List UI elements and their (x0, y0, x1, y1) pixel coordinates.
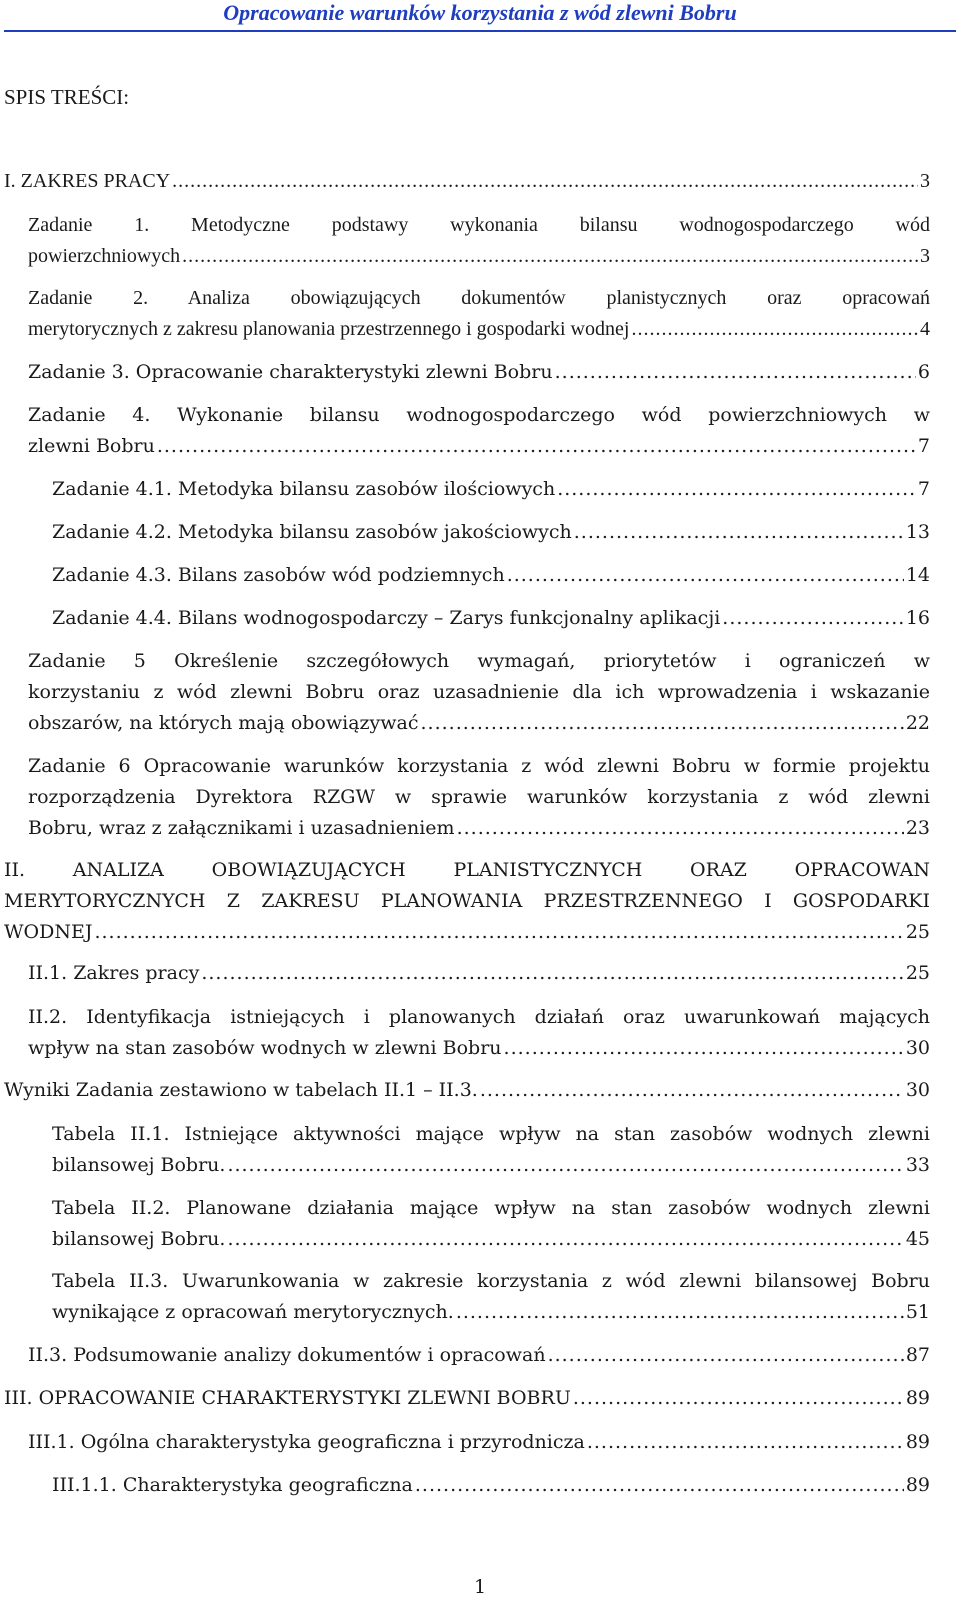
toc-entry-text: bilansowej Bobru. (52, 1154, 226, 1176)
toc-dot-leader (421, 708, 904, 739)
toc-page-number: 30 (905, 1037, 930, 1059)
toc-page-number: 14 (905, 564, 930, 586)
toc-entry-text: korzystaniu z wód zlewni Bobru oraz uzasadnienie dla ich wprowadzenia i wskazanie (28, 681, 930, 703)
toc-dot-leader (94, 917, 903, 948)
toc-entry[interactable] (52, 603, 930, 634)
toc-entry[interactable] (28, 210, 930, 272)
toc-entry-text: WODNEJ (4, 921, 93, 943)
toc-dot-leader (227, 1150, 903, 1181)
toc-entry-text: Zadanie 3. Opracowanie charakterystyki zlewni Bobru (28, 361, 553, 383)
toc-entry-text: II.3. Podsumowanie analizy dokumentów i opracowań (28, 1344, 546, 1366)
toc-page-number: 25 (905, 962, 930, 984)
toc-page-number: 45 (905, 1228, 930, 1250)
toc-dot-leader (480, 1075, 904, 1106)
toc-entry-text: merytorycznych z zakresu planowania przestrzennego i gospodarki wodnej (28, 318, 630, 340)
toc-entry[interactable] (4, 1075, 930, 1106)
toc-dot-leader (201, 958, 903, 989)
toc-entry-text: obszarów, na których mają obowiązywać (28, 712, 419, 734)
header-divider (4, 30, 956, 32)
toc-entry-text: zlewni Bobru (28, 435, 155, 457)
toc-entry-text: III. OPRACOWANIE CHARAKTERYSTYKI ZLEWNI BOBRU (4, 1387, 571, 1409)
toc-dot-leader (456, 1297, 904, 1328)
toc-page-number: 89 (905, 1474, 930, 1496)
toc-entry[interactable] (52, 1470, 930, 1501)
toc-entry[interactable] (28, 1340, 930, 1371)
toc-entry-text: Zadanie 1. Metodyczne podstawy wykonania bilansu wodnogospodarczego wód (28, 214, 930, 236)
toc-entry-text: II.2. Identyfikacja istniejących i planowanych działań oraz uwarunkowań mających (28, 1006, 930, 1028)
toc-page-number: 16 (905, 607, 930, 629)
toc-page-number: 3 (920, 245, 930, 267)
toc-page-number: 87 (905, 1344, 930, 1366)
toc-entry-text: II. ANALIZA OBOWIĄZUJĄCYCH PLANISTYCZNYCH ORAZ OPRACOWAN (4, 859, 930, 881)
toc-entry-text: Zadanie 2. Analiza obowiązujących dokumentów planistycznych oraz opracowań (28, 287, 930, 309)
toc-entry-text: wpływ na stan zasobów wodnych w zlewni Bobru (28, 1037, 502, 1059)
toc-entry[interactable] (28, 357, 930, 388)
toc-page-number: 30 (905, 1079, 930, 1101)
toc-dot-leader (631, 314, 918, 345)
toc-entry[interactable] (52, 1193, 930, 1255)
toc-page-number: 33 (905, 1154, 930, 1176)
toc-page-number: 89 (905, 1431, 930, 1453)
toc-entry-text: Zadanie 4.2. Metodyka bilansu zasobów jakościowych (52, 521, 572, 543)
toc-dot-leader (587, 1427, 904, 1458)
toc-dot-leader (227, 1224, 903, 1255)
toc-page-number: 7 (917, 435, 930, 457)
toc-entry-text: rozporządzenia Dyrektora RZGW w sprawie warunków korzystania z wód zlewni (28, 786, 930, 808)
toc-page-number: 25 (905, 921, 930, 943)
toc-title: SPIS TREŚCI: (4, 85, 130, 109)
toc-entry[interactable] (4, 1383, 930, 1414)
toc-entry[interactable] (28, 646, 930, 739)
toc-dot-leader (415, 1470, 904, 1501)
toc-dot-leader (504, 1033, 904, 1064)
toc-entry-text: Zadanie 4.3. Bilans zasobów wód podziemnych (52, 564, 505, 586)
toc-entry-text: III.1.1. Charakterystyka geograficzna (52, 1474, 413, 1496)
toc-entry-text: MERYTORYCZNYCH Z ZAKRESU PLANOWANIA PRZESTRZENNEGO I GOSPODARKI (4, 890, 930, 912)
toc-entry-text: Zadanie 6 Opracowanie warunków korzystania z wód zlewni Bobru w formie projektu (28, 755, 930, 777)
toc-entry-text: III.1. Ogólna charakterystyka geograficzna i przyrodnicza (28, 1431, 585, 1453)
toc-entry-text: wynikające z opracowań merytorycznych. (52, 1301, 454, 1323)
toc-entry-text: II.1. Zakres pracy (28, 962, 200, 984)
toc-entry-text: Zadanie 5 Określenie szczegółowych wymagań, priorytetów i ograniczeń w (28, 650, 930, 672)
toc-entry[interactable] (28, 958, 930, 989)
toc-entry-text: bilansowej Bobru. (52, 1228, 226, 1250)
toc-page-number: 4 (920, 318, 930, 340)
toc-dot-leader (722, 603, 904, 634)
toc-entry[interactable] (52, 1266, 930, 1328)
toc-entry[interactable] (28, 1002, 930, 1064)
toc-page-number: 7 (917, 478, 930, 500)
toc-entry-text: Tabela II.3. Uwarunkowania w zakresie korzystania z wód zlewni bilansowej Bobru (52, 1270, 930, 1292)
toc-page-number: 89 (905, 1387, 930, 1409)
toc-entry[interactable] (28, 283, 930, 345)
toc-entry-text: Tabela II.1. Istniejące aktywności mające wpływ na stan zasobów wodnych zlewni (52, 1123, 930, 1145)
toc-page-number: 51 (905, 1301, 930, 1323)
page-number: 1 (473, 1576, 487, 1598)
toc-entry[interactable] (28, 1427, 930, 1458)
toc-entry[interactable] (28, 751, 930, 844)
toc-dot-leader (555, 357, 916, 388)
toc-dot-leader (573, 1383, 904, 1414)
toc-entry-text: Zadanie 4. Wykonanie bilansu wodnogospodarczego wód powierzchniowych w (28, 404, 930, 426)
toc-entry-text: Zadanie 4.1. Metodyka bilansu zasobów ilościowych (52, 478, 556, 500)
toc-entry[interactable] (52, 560, 930, 591)
toc-entry-text: I. ZAKRES PRACY (4, 170, 171, 192)
toc-entry-text: Bobru, wraz z załącznikami i uzasadnieniem (28, 817, 455, 839)
toc-dot-leader (574, 517, 904, 548)
toc-entry-text: Wyniki Zadania zestawiono w tabelach II.1 – II.3. (4, 1079, 478, 1101)
toc-page-number: 13 (905, 521, 930, 543)
toc-page-number: 23 (905, 817, 930, 839)
toc-page-number: 6 (917, 361, 930, 383)
toc-entry-text: Tabela II.2. Planowane działania mające wpływ na stan zasobów wodnych zlewni (52, 1197, 930, 1219)
toc-page-number: 3 (920, 170, 930, 192)
toc-entry[interactable] (4, 855, 930, 948)
toc-dot-leader (457, 813, 904, 844)
toc-page-number: 22 (905, 712, 930, 734)
toc-dot-leader (157, 431, 916, 462)
toc-dot-leader (557, 474, 916, 505)
toc-entry[interactable] (52, 474, 930, 505)
document-header-title: Opracowanie warunków korzystania z wód zlewni Bobru (223, 0, 737, 25)
toc-dot-leader (507, 560, 904, 591)
toc-entry-text: powierzchniowych (28, 245, 181, 267)
toc-entry[interactable] (28, 400, 930, 462)
toc-dot-leader (172, 166, 918, 197)
toc-entry-text: Zadanie 4.4. Bilans wodnogospodarczy – Zarys funkcjonalny aplikacji (52, 607, 721, 629)
toc-entry[interactable] (52, 517, 930, 548)
toc-entry[interactable] (52, 1119, 930, 1181)
toc-entry[interactable] (4, 166, 930, 197)
toc-dot-leader (182, 241, 918, 272)
toc-dot-leader (548, 1340, 904, 1371)
